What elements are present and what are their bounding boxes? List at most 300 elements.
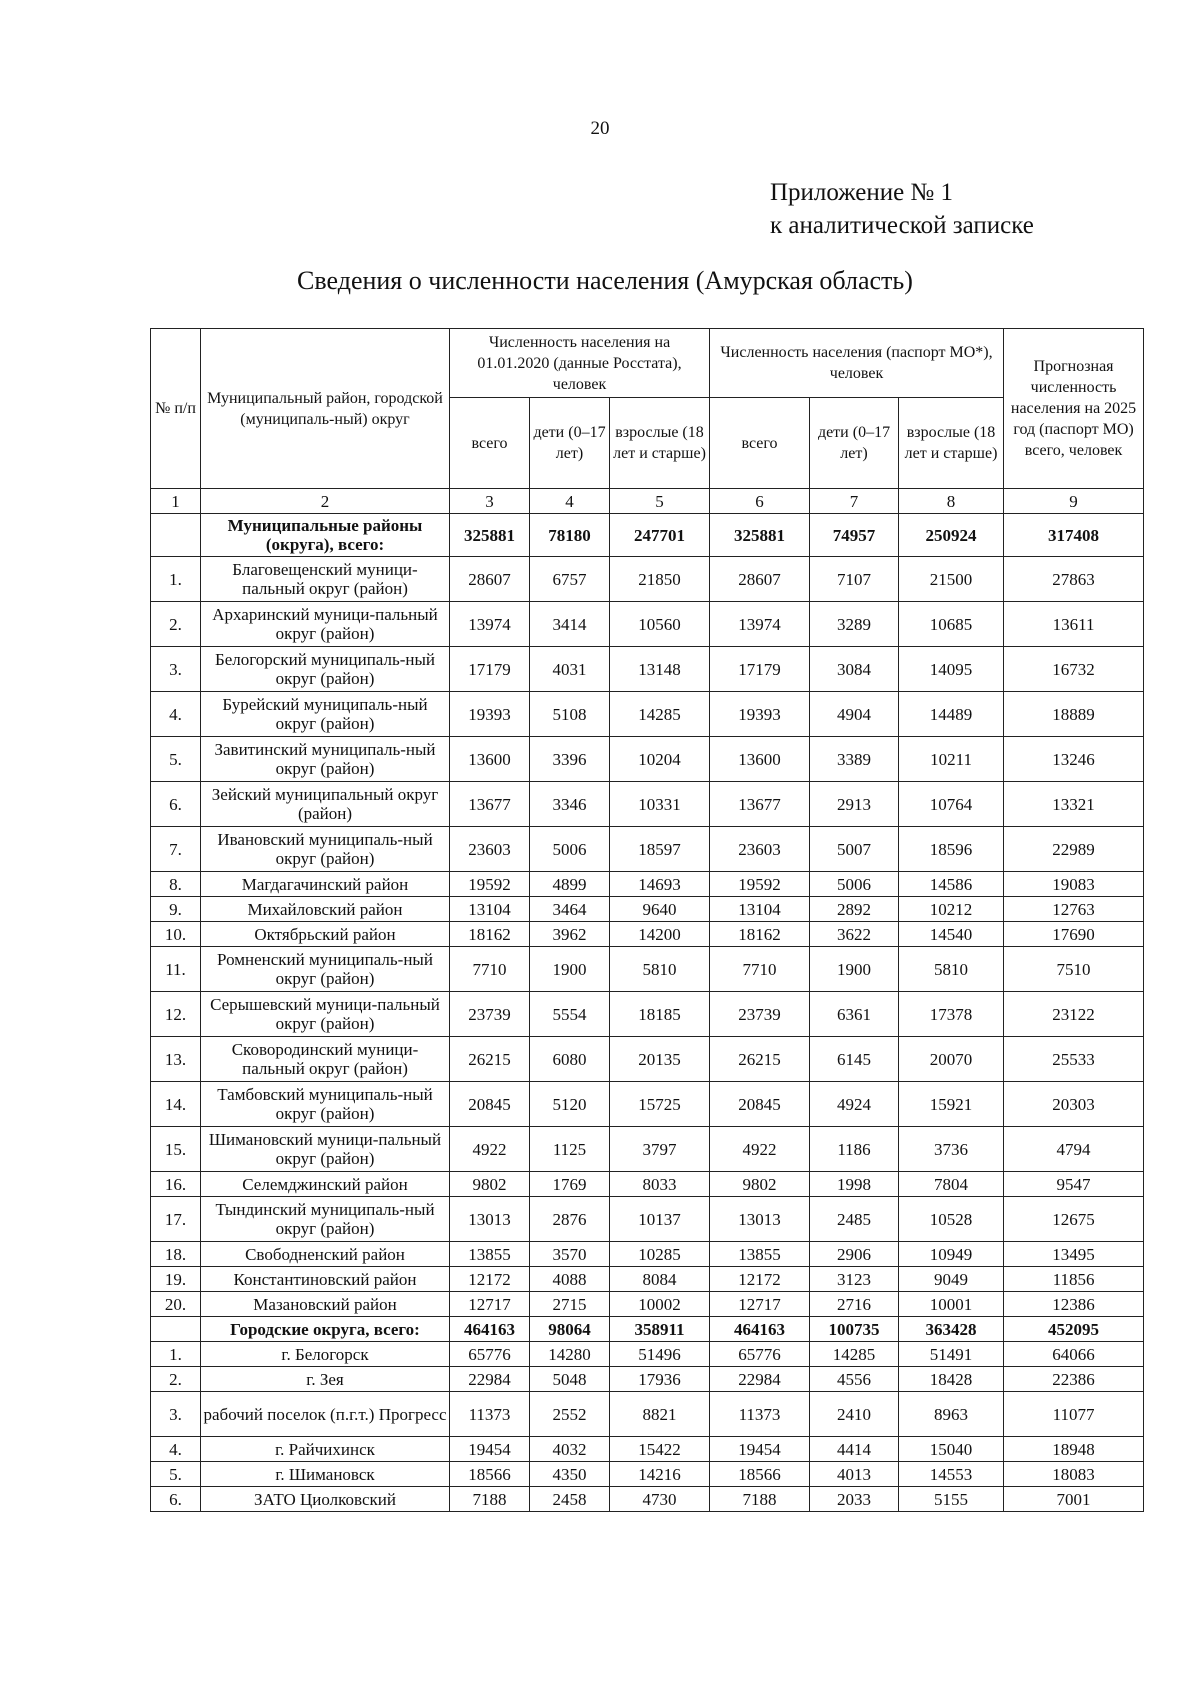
passport-total: 12172 [710, 1267, 810, 1292]
row-name: Октябрьский район [201, 922, 450, 947]
page-number: 20 [590, 118, 610, 139]
row-number: 13. [151, 1037, 201, 1082]
passport-children: 14285 [810, 1342, 899, 1367]
rosstat-adults: 21850 [610, 557, 710, 602]
row-name: Благовещенский муници-пальный округ (район) [201, 557, 450, 602]
row-number: 12. [151, 992, 201, 1037]
row-name: рабочий поселок (п.г.т.) Прогресс [201, 1392, 450, 1437]
row-name: Городские округа, всего: [201, 1317, 450, 1342]
rosstat-total: 13104 [450, 897, 530, 922]
row-number: 10. [151, 922, 201, 947]
passport-total: 9802 [710, 1172, 810, 1197]
passport-total: 20845 [710, 1082, 810, 1127]
passport-total: 19454 [710, 1437, 810, 1462]
rosstat-adults: 18597 [610, 827, 710, 872]
row-name: Тындинский муниципаль-ный округ (район) [201, 1197, 450, 1242]
passport-adults: 14095 [899, 647, 1004, 692]
rosstat-adults: 15725 [610, 1082, 710, 1127]
rosstat-total: 13855 [450, 1242, 530, 1267]
passport-adults: 10685 [899, 602, 1004, 647]
row-number: 1. [151, 557, 201, 602]
table-row [151, 922, 1144, 947]
forecast-total: 12675 [1004, 1197, 1144, 1242]
table-row [151, 992, 1144, 1037]
rosstat-adults: 8821 [610, 1392, 710, 1437]
passport-adults: 15040 [899, 1437, 1004, 1462]
forecast-total: 13611 [1004, 602, 1144, 647]
passport-adults: 15921 [899, 1082, 1004, 1127]
rosstat-adults: 4730 [610, 1487, 710, 1512]
table-row [151, 947, 1144, 992]
header-passport-children: дети (0–17 лет) [810, 398, 899, 489]
passport-total: 7188 [710, 1487, 810, 1512]
forecast-total: 12386 [1004, 1292, 1144, 1317]
passport-adults: 51491 [899, 1342, 1004, 1367]
forecast-total: 27863 [1004, 557, 1144, 602]
appendix-line-2: к аналитической записке [770, 212, 1034, 239]
passport-adults: 10211 [899, 737, 1004, 782]
forecast-total: 9547 [1004, 1172, 1144, 1197]
row-name: ЗАТО Циолковский [201, 1487, 450, 1512]
passport-adults: 5155 [899, 1487, 1004, 1512]
passport-children: 3389 [810, 737, 899, 782]
forecast-total: 64066 [1004, 1342, 1144, 1367]
row-number: 4. [151, 1437, 201, 1462]
passport-total: 12717 [710, 1292, 810, 1317]
appendix-line-1: Приложение № 1 [770, 179, 954, 206]
table-row [151, 1342, 1144, 1367]
rosstat-adults: 20135 [610, 1037, 710, 1082]
passport-children: 4013 [810, 1462, 899, 1487]
rosstat-adults: 358911 [610, 1317, 710, 1342]
passport-total: 23603 [710, 827, 810, 872]
passport-adults: 14553 [899, 1462, 1004, 1487]
column-number: 5 [610, 489, 710, 514]
forecast-total: 13246 [1004, 737, 1144, 782]
rosstat-adults: 14693 [610, 872, 710, 897]
rosstat-total: 13013 [450, 1197, 530, 1242]
passport-total: 13855 [710, 1242, 810, 1267]
passport-adults: 10528 [899, 1197, 1004, 1242]
rosstat-children: 2458 [530, 1487, 610, 1512]
passport-adults: 10212 [899, 897, 1004, 922]
rosstat-children: 3346 [530, 782, 610, 827]
passport-total: 26215 [710, 1037, 810, 1082]
row-number: 3. [151, 647, 201, 692]
table-row [151, 872, 1144, 897]
passport-children: 2906 [810, 1242, 899, 1267]
table-row [151, 897, 1144, 922]
row-number: 7. [151, 827, 201, 872]
rosstat-children: 3570 [530, 1242, 610, 1267]
rosstat-adults: 9640 [610, 897, 710, 922]
passport-adults: 18596 [899, 827, 1004, 872]
passport-children: 100735 [810, 1317, 899, 1342]
rosstat-total: 325881 [450, 514, 530, 557]
header-passport-total: всего [710, 398, 810, 489]
passport-children: 5007 [810, 827, 899, 872]
rosstat-children: 5554 [530, 992, 610, 1037]
column-number: 2 [201, 489, 450, 514]
header-passport: Численность населения (паспорт МО*), человек [710, 329, 1004, 398]
passport-children: 2913 [810, 782, 899, 827]
row-name: Сковородинский муници-пальный округ (район) [201, 1037, 450, 1082]
forecast-total: 19083 [1004, 872, 1144, 897]
forecast-total: 25533 [1004, 1037, 1144, 1082]
row-number: 6. [151, 1487, 201, 1512]
row-number: 1. [151, 1342, 201, 1367]
row-name: Бурейский муниципаль-ный округ (район) [201, 692, 450, 737]
passport-adults: 10764 [899, 782, 1004, 827]
column-number: 8 [899, 489, 1004, 514]
passport-adults: 18428 [899, 1367, 1004, 1392]
rosstat-children: 2552 [530, 1392, 610, 1437]
passport-adults: 3736 [899, 1127, 1004, 1172]
forecast-total: 18083 [1004, 1462, 1144, 1487]
rosstat-adults: 5810 [610, 947, 710, 992]
column-number: 9 [1004, 489, 1144, 514]
forecast-total: 317408 [1004, 514, 1144, 557]
rosstat-total: 13600 [450, 737, 530, 782]
rosstat-total: 20845 [450, 1082, 530, 1127]
forecast-total: 17690 [1004, 922, 1144, 947]
passport-adults: 14489 [899, 692, 1004, 737]
row-name: Зейский муниципальный округ (район) [201, 782, 450, 827]
rosstat-children: 6080 [530, 1037, 610, 1082]
row-name: Мазановский район [201, 1292, 450, 1317]
row-name: Михайловский район [201, 897, 450, 922]
row-number: 6. [151, 782, 201, 827]
rosstat-adults: 13148 [610, 647, 710, 692]
passport-total: 22984 [710, 1367, 810, 1392]
row-name: Селемджинский район [201, 1172, 450, 1197]
passport-total: 7710 [710, 947, 810, 992]
rosstat-adults: 10331 [610, 782, 710, 827]
passport-total: 13600 [710, 737, 810, 782]
rosstat-total: 12717 [450, 1292, 530, 1317]
row-number [151, 1317, 201, 1342]
rosstat-adults: 8033 [610, 1172, 710, 1197]
passport-total: 13104 [710, 897, 810, 922]
forecast-total: 452095 [1004, 1317, 1144, 1342]
rosstat-children: 4899 [530, 872, 610, 897]
passport-total: 13974 [710, 602, 810, 647]
passport-children: 4904 [810, 692, 899, 737]
column-numbers-row [151, 489, 1144, 514]
rosstat-adults: 51496 [610, 1342, 710, 1367]
rosstat-adults: 17936 [610, 1367, 710, 1392]
table-row [151, 692, 1144, 737]
column-number: 6 [710, 489, 810, 514]
passport-children: 6145 [810, 1037, 899, 1082]
row-number: 20. [151, 1292, 201, 1317]
row-number: 11. [151, 947, 201, 992]
forecast-total: 22386 [1004, 1367, 1144, 1392]
table-row [151, 602, 1144, 647]
rosstat-children: 14280 [530, 1342, 610, 1367]
table-row [151, 1292, 1144, 1317]
row-name: Шимановский муници-пальный округ (район) [201, 1127, 450, 1172]
passport-children: 4414 [810, 1437, 899, 1462]
row-name: г. Зея [201, 1367, 450, 1392]
rosstat-total: 9802 [450, 1172, 530, 1197]
rosstat-children: 4031 [530, 647, 610, 692]
rosstat-children: 3464 [530, 897, 610, 922]
rosstat-adults: 10204 [610, 737, 710, 782]
row-number: 17. [151, 1197, 201, 1242]
row-name: Магдагачинский район [201, 872, 450, 897]
passport-adults: 8963 [899, 1392, 1004, 1437]
passport-children: 2485 [810, 1197, 899, 1242]
table-row-subtotal [151, 1317, 1144, 1342]
rosstat-adults: 18185 [610, 992, 710, 1037]
table-row [151, 782, 1144, 827]
row-number: 14. [151, 1082, 201, 1127]
row-name: г. Райчихинск [201, 1437, 450, 1462]
forecast-total: 7510 [1004, 947, 1144, 992]
rosstat-adults: 10285 [610, 1242, 710, 1267]
forecast-total: 20303 [1004, 1082, 1144, 1127]
passport-total: 19592 [710, 872, 810, 897]
passport-children: 2033 [810, 1487, 899, 1512]
row-number: 18. [151, 1242, 201, 1267]
rosstat-adults: 8084 [610, 1267, 710, 1292]
passport-children: 7107 [810, 557, 899, 602]
passport-total: 17179 [710, 647, 810, 692]
passport-total: 23739 [710, 992, 810, 1037]
rosstat-children: 4032 [530, 1437, 610, 1462]
table-row [151, 1082, 1144, 1127]
table-body [151, 489, 1144, 1512]
rosstat-adults: 10137 [610, 1197, 710, 1242]
row-number: 9. [151, 897, 201, 922]
passport-total: 4922 [710, 1127, 810, 1172]
row-number: 19. [151, 1267, 201, 1292]
row-number: 2. [151, 602, 201, 647]
passport-adults: 363428 [899, 1317, 1004, 1342]
passport-total: 464163 [710, 1317, 810, 1342]
row-name: Завитинский муниципаль-ный округ (район) [201, 737, 450, 782]
rosstat-children: 1125 [530, 1127, 610, 1172]
passport-children: 3622 [810, 922, 899, 947]
header-rosstat: Численность населения на 01.01.2020 (данные Росстата), человек [450, 329, 710, 398]
passport-children: 1900 [810, 947, 899, 992]
table-row [151, 647, 1144, 692]
rosstat-children: 5048 [530, 1367, 610, 1392]
rosstat-children: 5006 [530, 827, 610, 872]
rosstat-total: 7188 [450, 1487, 530, 1512]
table-row [151, 827, 1144, 872]
rosstat-children: 2715 [530, 1292, 610, 1317]
forecast-total: 7001 [1004, 1487, 1144, 1512]
passport-adults: 21500 [899, 557, 1004, 602]
table-row [151, 1172, 1144, 1197]
rosstat-total: 26215 [450, 1037, 530, 1082]
passport-children: 1998 [810, 1172, 899, 1197]
passport-total: 13677 [710, 782, 810, 827]
header-forecast: Прогнозная численность населения на 2025 год (паспорт МО) всего, человек [1004, 329, 1144, 489]
rosstat-children: 4350 [530, 1462, 610, 1487]
passport-adults: 9049 [899, 1267, 1004, 1292]
forecast-total: 18948 [1004, 1437, 1144, 1462]
row-number: 16. [151, 1172, 201, 1197]
passport-children: 3123 [810, 1267, 899, 1292]
passport-adults: 10949 [899, 1242, 1004, 1267]
passport-children: 5006 [810, 872, 899, 897]
row-number: 4. [151, 692, 201, 737]
passport-adults: 250924 [899, 514, 1004, 557]
forecast-total: 12763 [1004, 897, 1144, 922]
column-number: 4 [530, 489, 610, 514]
rosstat-adults: 14216 [610, 1462, 710, 1487]
forecast-total: 13321 [1004, 782, 1144, 827]
rosstat-children: 1769 [530, 1172, 610, 1197]
rosstat-total: 23739 [450, 992, 530, 1037]
rosstat-total: 23603 [450, 827, 530, 872]
table-row [151, 1462, 1144, 1487]
row-number: 15. [151, 1127, 201, 1172]
forecast-total: 13495 [1004, 1242, 1144, 1267]
row-number: 2. [151, 1367, 201, 1392]
passport-adults: 5810 [899, 947, 1004, 992]
rosstat-adults: 10560 [610, 602, 710, 647]
row-name: Ромненский муниципаль-ный округ (район) [201, 947, 450, 992]
passport-total: 325881 [710, 514, 810, 557]
rosstat-children: 1900 [530, 947, 610, 992]
population-table [150, 328, 1144, 1512]
rosstat-children: 3962 [530, 922, 610, 947]
rosstat-children: 5108 [530, 692, 610, 737]
table-row [151, 1367, 1144, 1392]
passport-children: 4556 [810, 1367, 899, 1392]
row-name: Ивановский муниципаль-ный округ (район) [201, 827, 450, 872]
passport-children: 2716 [810, 1292, 899, 1317]
rosstat-adults: 15422 [610, 1437, 710, 1462]
table-row [151, 1197, 1144, 1242]
row-number: 8. [151, 872, 201, 897]
rosstat-total: 22984 [450, 1367, 530, 1392]
rosstat-adults: 14285 [610, 692, 710, 737]
column-number: 1 [151, 489, 201, 514]
forecast-total: 11077 [1004, 1392, 1144, 1437]
rosstat-total: 4922 [450, 1127, 530, 1172]
table-row [151, 1267, 1144, 1292]
forecast-total: 22989 [1004, 827, 1144, 872]
passport-adults: 10001 [899, 1292, 1004, 1317]
appendix-note [770, 176, 1034, 242]
header-num: № п/п [151, 329, 201, 489]
passport-children: 2892 [810, 897, 899, 922]
rosstat-total: 19592 [450, 872, 530, 897]
rosstat-total: 12172 [450, 1267, 530, 1292]
passport-total: 13013 [710, 1197, 810, 1242]
rosstat-adults: 3797 [610, 1127, 710, 1172]
row-name: Муниципальные районы (округа), всего: [201, 514, 450, 557]
rosstat-children: 2876 [530, 1197, 610, 1242]
rosstat-children: 4088 [530, 1267, 610, 1292]
row-name: Свободненский район [201, 1242, 450, 1267]
passport-adults: 14540 [899, 922, 1004, 947]
passport-children: 6361 [810, 992, 899, 1037]
rosstat-children: 3414 [530, 602, 610, 647]
rosstat-total: 18566 [450, 1462, 530, 1487]
table-row [151, 1037, 1144, 1082]
row-name: Серышевский муници-пальный округ (район) [201, 992, 450, 1037]
passport-children: 74957 [810, 514, 899, 557]
rosstat-total: 18162 [450, 922, 530, 947]
column-number: 3 [450, 489, 530, 514]
row-number: 5. [151, 1462, 201, 1487]
header-name: Муниципальный район, городской (муниципаль-ный) округ [201, 329, 450, 489]
passport-adults: 14586 [899, 872, 1004, 897]
row-name: Константиновский район [201, 1267, 450, 1292]
rosstat-children: 78180 [530, 514, 610, 557]
header-rosstat-adults: взрослые (18 лет и старше) [610, 398, 710, 489]
passport-children: 2410 [810, 1392, 899, 1437]
rosstat-total: 28607 [450, 557, 530, 602]
passport-total: 18162 [710, 922, 810, 947]
forecast-total: 4794 [1004, 1127, 1144, 1172]
rosstat-total: 464163 [450, 1317, 530, 1342]
passport-adults: 20070 [899, 1037, 1004, 1082]
passport-adults: 17378 [899, 992, 1004, 1037]
rosstat-total: 7710 [450, 947, 530, 992]
row-name: Архаринский муници-пальный округ (район) [201, 602, 450, 647]
passport-children: 4924 [810, 1082, 899, 1127]
row-name: Тамбовский муниципаль-ный округ (район) [201, 1082, 450, 1127]
table-row [151, 1392, 1144, 1437]
forecast-total: 11856 [1004, 1267, 1144, 1292]
rosstat-total: 19454 [450, 1437, 530, 1462]
table-row [151, 1127, 1144, 1172]
row-number: 3. [151, 1392, 201, 1437]
passport-children: 1186 [810, 1127, 899, 1172]
passport-total: 11373 [710, 1392, 810, 1437]
row-name: Белогорский муниципаль-ный округ (район) [201, 647, 450, 692]
rosstat-total: 13677 [450, 782, 530, 827]
row-number [151, 514, 201, 557]
table-row-subtotal [151, 514, 1144, 557]
passport-total: 19393 [710, 692, 810, 737]
rosstat-adults: 10002 [610, 1292, 710, 1317]
column-number: 7 [810, 489, 899, 514]
rosstat-total: 19393 [450, 692, 530, 737]
table-row [151, 1437, 1144, 1462]
passport-children: 3289 [810, 602, 899, 647]
passport-total: 18566 [710, 1462, 810, 1487]
rosstat-total: 65776 [450, 1342, 530, 1367]
rosstat-children: 6757 [530, 557, 610, 602]
table-row [151, 1242, 1144, 1267]
document-title: Сведения о численности населения (Амурская область) [297, 266, 913, 295]
header-passport-adults: взрослые (18 лет и старше) [899, 398, 1004, 489]
table-row [151, 737, 1144, 782]
forecast-total: 18889 [1004, 692, 1144, 737]
row-name: г. Шимановск [201, 1462, 450, 1487]
rosstat-total: 11373 [450, 1392, 530, 1437]
header-rosstat-children: дети (0–17 лет) [530, 398, 610, 489]
row-name: г. Белогорск [201, 1342, 450, 1367]
passport-total: 28607 [710, 557, 810, 602]
passport-adults: 7804 [899, 1172, 1004, 1197]
forecast-total: 23122 [1004, 992, 1144, 1037]
header-rosstat-total: всего [450, 398, 530, 489]
table-row [151, 557, 1144, 602]
rosstat-children: 5120 [530, 1082, 610, 1127]
passport-total: 65776 [710, 1342, 810, 1367]
passport-children: 3084 [810, 647, 899, 692]
table-row [151, 1487, 1144, 1512]
